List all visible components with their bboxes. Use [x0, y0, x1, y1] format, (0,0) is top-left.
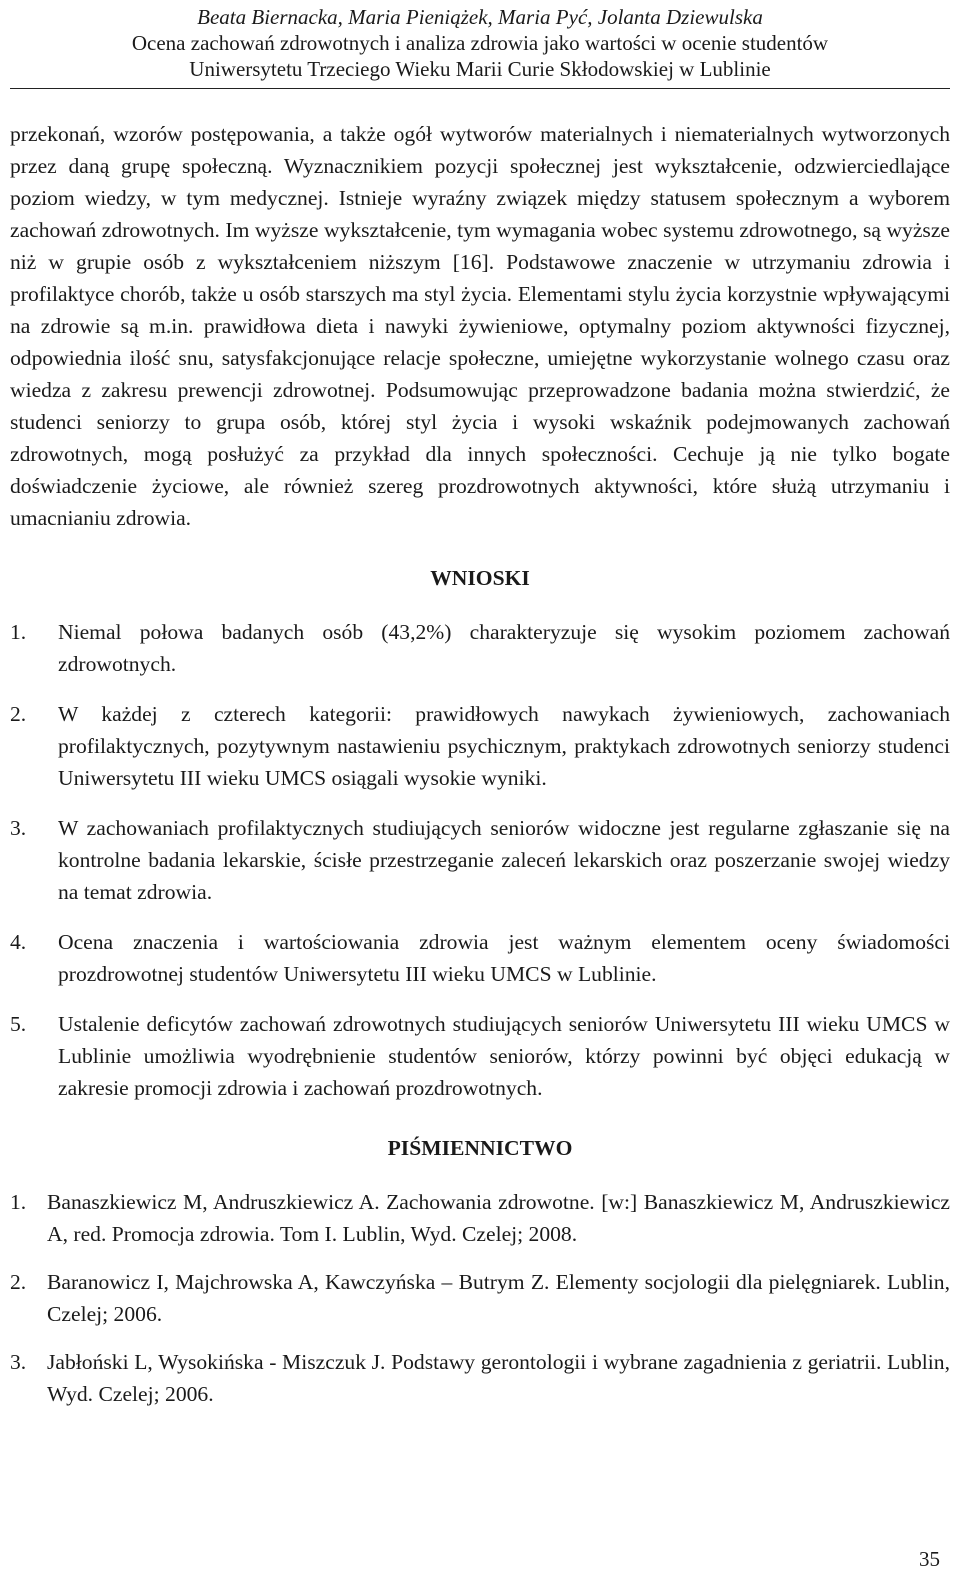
list-item-text: Ustalenie deficytów zachowań zdrowotnych studiujących seniorów Uniwersytetu III wieku UMCS w Lublinie umożliwia wyodrębnienie studentów seniorów, którzy powinni być objęci edukacją w zakresie promocji zdrowia i zachowań prozdrowotnych.: [58, 1012, 950, 1100]
conclusions-list: [10, 616, 950, 1104]
body-paragraph: przekonań, wzorów postępowania, a także ogół wytworów materialnych i niematerialnych wytworzonych przez daną grupę społeczną. Wyznacznikiem pozycji społecznej jest wykształcenie, odzwierciedlające poziom wiedzy, w tym medycznej. Istnieje wyraźny związek między statusem społecznym a wyborem zachowań zdrowotnych. Im wyższe wykształcenie, tym wymagania wobec systemu zdrowotnego, są wyższe niż w grupie osób z wykształceniem niższym [16]. Podstawowe znaczenie w utrzymaniu zdrowia i profilaktyce chorób, także u osób starszych ma styl życia. Elementami stylu życia korzystnie wpływającymi na zdrowie są m.in. prawidłowa dieta i nawyki żywieniowe, optymalny poziom aktywności fizycznej, odpowiednia ilość snu, satysfakcjonujące relacje społeczne, umiejętne wykorzystanie wolnego czasu oraz wiedza z zakresu prewencji zdrowotnej. Podsumowując przeprowadzone badania można stwierdzić, że studenci seniorzy to grupa osób, której styl życia i wysoki wskaźnik podejmowanych zachowań zdrowotnych, mogą posłużyć za przykład dla innych społeczności. Cechuje ją nie tylko bogate doświadczenie życiowe, ale również szereg prozdrowotnych aktywności, które służą utrzymaniu i umacnianiu zdrowia.: [10, 122, 950, 530]
references-list: [10, 1186, 950, 1410]
list-item-text: Niemal połowa badanych osób (43,2%) charakteryzuje się wysokim poziomem zachowań zdrowotnych.: [58, 620, 950, 676]
reference-text: Jabłoński L, Wysokińska - Miszczuk J. Podstawy gerontologii i wybrane zagadnienia z geriatrii. Lublin, Wyd. Czelej; 2006.: [47, 1350, 950, 1406]
list-item-text: W każdej z czterech kategorii: prawidłowych nawykach żywieniowych, zachowaniach profilaktycznych, pozytywnym nastawieniu psychicznym, praktykach zdrowotnych seniorzy studenci Uniwersytetu III wieku UMCS osiągali wysokie wyniki.: [58, 702, 950, 790]
reference-number: 2.: [10, 1270, 27, 1294]
page-number: 35: [919, 1547, 940, 1571]
list-item: [10, 812, 950, 908]
references-heading: PIŚMIENNICTWO: [387, 1136, 573, 1160]
list-item: [10, 616, 950, 680]
list-item: [10, 1008, 950, 1104]
list-item-text: W zachowaniach profilaktycznych studiujących seniorów widoczne jest regularne zgłaszanie się na kontrolne badania lekarskie, ścisłe przestrzeganie zaleceń lekarskich oraz poszerzanie swojej wiedzy na temat zdrowia.: [58, 816, 950, 904]
reference-text: Baranowicz I, Majchrowska A, Kawczyńska – Butrym Z. Elementy socjologii dla pielęgniarek. Lublin, Czelej; 2006.: [47, 1270, 950, 1326]
list-item: [10, 926, 950, 990]
reference-item: [10, 1266, 950, 1330]
list-item-number: 5.: [10, 1012, 27, 1036]
header-title-line-2: Uniwersytetu Trzeciego Wieku Marii Curie Skłodowskiej w Lublinie: [189, 57, 771, 81]
reference-number: 1.: [10, 1190, 27, 1214]
reference-text: Banaszkiewicz M, Andruszkiewicz A. Zachowania zdrowotne. [w:] Banaszkiewicz M, Andruszkiewicz A, red. Promocja zdrowia. Tom I. Lublin, Wyd. Czelej; 2008.: [47, 1190, 950, 1246]
reference-item: [10, 1346, 950, 1410]
list-item-number: 3.: [10, 816, 27, 840]
header-title-line-1: Ocena zachowań zdrowotnych i analiza zdrowia jako wartości w ocenie studentów: [131, 31, 829, 55]
list-item-number: 4.: [10, 930, 27, 954]
page-content: [10, 118, 950, 1426]
reference-number: 3.: [10, 1350, 27, 1374]
reference-item: [10, 1186, 950, 1250]
list-item: [10, 698, 950, 794]
list-item-number: 1.: [10, 620, 27, 644]
list-item-text: Ocena znaczenia i wartościowania zdrowia jest ważnym elementem oceny świadomości prozdrowotnej studentów Uniwersytetu III wieku UMCS w Lublinie.: [58, 930, 950, 986]
running-header: [10, 0, 950, 89]
list-item-number: 2.: [10, 702, 27, 726]
header-authors: Beata Biernacka, Maria Pieniążek, Maria Pyć, Jolanta Dziewulska: [197, 5, 763, 29]
conclusions-heading: WNIOSKI: [430, 566, 530, 590]
